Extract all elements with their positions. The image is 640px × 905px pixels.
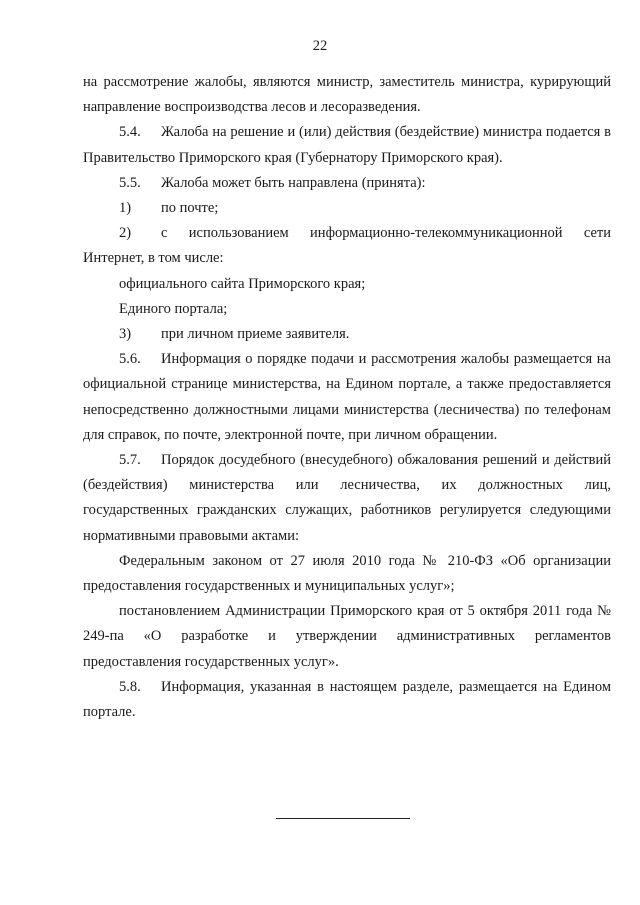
list-number: 1): [119, 200, 132, 217]
section-number: 5.8.: [119, 678, 141, 695]
document-body: [83, 70, 611, 725]
sub-item: официального сайта Приморского края;: [119, 275, 366, 292]
section-5-6: [83, 347, 611, 448]
legal-act: Федеральным законом от 27 июля 2010 года № 210-ФЗ «Об организации предоставления государственных и муниципальных услуг»;: [83, 552, 611, 595]
section-text: Жалоба на решение и (или) действия (бездействие) министра подается в Правительство Приморского края (Губернатору Приморского края).: [83, 124, 611, 166]
list-number: 2): [119, 225, 132, 242]
intro-paragraph: на рассмотрение жалобы, являются министр, заместитель министра, курирующий направление воспроизводства лесов и лесоразведения.: [83, 74, 611, 116]
section-text: Информация о порядке подачи и рассмотрения жалобы размещается на официальной странице министерства, на Едином портале, а также предоставляется непосредственно должностными лицами министерства (лесничества) по телефонам для справок, по почте, электронной почте, при личном обращении.: [83, 351, 611, 443]
list-item: [83, 196, 611, 221]
section-number: 5.6.: [119, 351, 141, 368]
list-item: [83, 221, 611, 246]
list-continuation: Интернет, в том числе:: [83, 250, 224, 267]
section-text: Информация, указанная в настоящем разделе, размещается на Едином портале.: [83, 678, 611, 721]
section-text: Жалоба может быть направлена (принята):: [161, 174, 426, 191]
list-text: по почте;: [161, 200, 219, 217]
page-number: 22: [312, 38, 328, 54]
list-text: с использованием информационно-телекоммуникационной сети: [161, 225, 611, 242]
list-text: при личном приеме заявителя.: [161, 326, 350, 343]
section-5-5: [83, 171, 611, 196]
section-5-7: [83, 448, 611, 549]
list-number: 3): [119, 326, 132, 343]
list-item: [83, 322, 611, 347]
section-5-4: [83, 120, 611, 170]
section-number: 5.7.: [119, 452, 141, 469]
section-text: Порядок досудебного (внесудебного) обжалования решений и действий (бездействия) министерства или лесничества, их должностных лиц, государственных гражданских служащих, работников регулируется следующими нормативными правовыми актами:: [83, 452, 611, 544]
closing-rule: [276, 818, 410, 819]
section-number: 5.5.: [119, 174, 141, 191]
legal-act: постановлением Администрации Приморского края от 5 октября 2011 года № 249-па «О разработке и утверждении административных регламентов предоставления государственных услуг».: [83, 603, 611, 670]
sub-item: Единого портала;: [119, 300, 228, 317]
section-number: 5.4.: [119, 124, 141, 141]
section-5-8: [83, 675, 611, 725]
